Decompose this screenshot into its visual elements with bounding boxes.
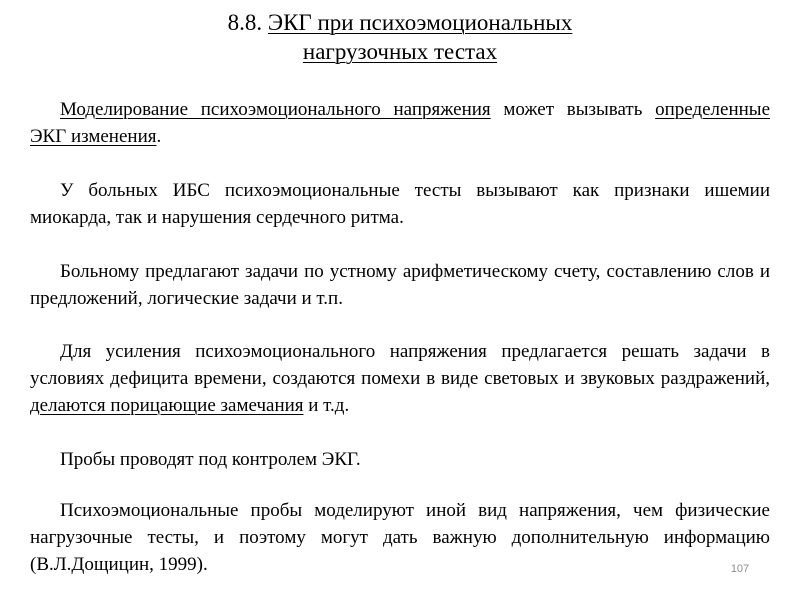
paragraph-6: Психоэмоциональные пробы моделируют иной вид напряжения, чем физические нагрузочные тесты, и поэтому могут дать важную дополнительную информацию (В.Л.Дощицин, 1999). <box>30 500 770 575</box>
title-text-line-1: ЭКГ при психоэмоциональных <box>267 10 573 35</box>
title-number: 8.8. <box>227 10 263 35</box>
paragraph-1-plain-b: . <box>156 126 162 147</box>
title-line-1 <box>100 8 700 37</box>
title-text-line-2: нагрузочных тестах <box>302 39 498 64</box>
paragraph-1-plain-a: может вызывать <box>490 99 656 120</box>
paragraph-4 <box>30 338 770 419</box>
paragraph-4-underlined: делаются порицающие замечания <box>30 395 304 416</box>
paragraph-3: Больному предлагают задачи по устному арифметическому счету, составлению слов и предложений, логические задачи и т.п. <box>30 261 770 309</box>
paragraph-4-plain-b: и т.д. <box>303 395 350 416</box>
paragraph-1 <box>30 96 770 150</box>
paragraph-1-underlined-b: определенные ЭКГ изменения <box>30 99 771 147</box>
paragraph-4-plain-a: Для усиления психоэмоционального напряжения предлагается решать задачи в условиях дефицита времени, создаются помехи в виде световых и звуковых раздражений, <box>30 341 770 389</box>
paragraph-5: Пробы проводят под контролем ЭКГ. <box>60 449 361 470</box>
title-line-2 <box>100 37 700 66</box>
page-number: 107 <box>730 563 750 575</box>
paragraph-1-underlined-a: Моделирование психоэмоционального напряжения <box>60 99 491 120</box>
slide-title <box>100 8 700 66</box>
paragraph-2: У больных ИБС психоэмоциональные тесты вызывают как признаки ишемии миокарда, так и нарушения сердечного ритма. <box>30 180 770 228</box>
